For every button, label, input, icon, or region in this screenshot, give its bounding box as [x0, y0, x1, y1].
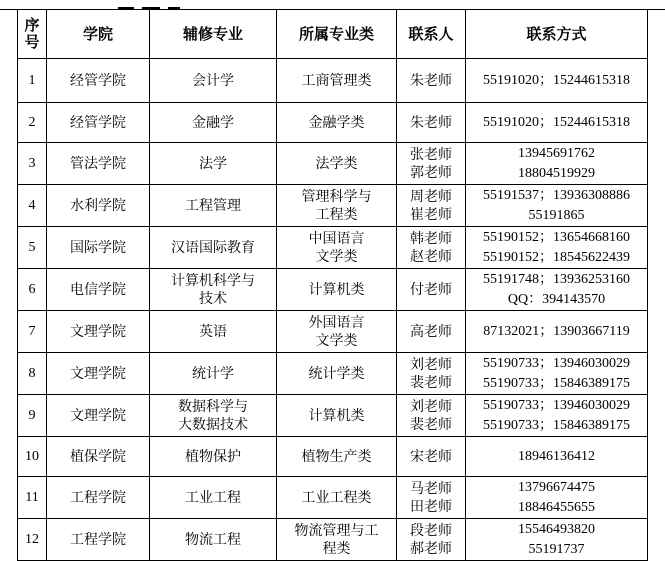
minor-cell-line: 植物保护 [185, 448, 241, 465]
minor-cell [150, 353, 277, 395]
minor-cell-line: 会计学 [192, 72, 234, 89]
category-cell-line: 文学类 [315, 248, 358, 265]
phone-cell-line: 55190152；13654668160 [483, 229, 630, 245]
row-number-line: 1 [28, 72, 36, 88]
contact-cell [397, 103, 466, 143]
table-row [18, 395, 648, 437]
category-cell-line: 法学类 [315, 155, 358, 172]
phone-cell-line: 55190733；15846389175 [483, 375, 630, 391]
row-number [18, 269, 47, 311]
row-number [18, 437, 47, 477]
college-cell [47, 227, 150, 269]
table-row [18, 185, 648, 227]
contact-cell-line: 韩老师 [410, 230, 452, 247]
phone-cell-line: 55191865 [528, 207, 585, 223]
phone-cell-line: 87132021；13903667119 [483, 323, 630, 339]
college-cell [47, 103, 150, 143]
category-cell-line: 工程类 [315, 206, 358, 223]
header-category: 所属专业类 [277, 10, 397, 59]
category-cell [277, 269, 397, 311]
college-cell [47, 185, 150, 227]
phone-cell-line: 18946136412 [518, 448, 595, 464]
contact-cell-line: 郭老师 [410, 164, 452, 181]
contact-cell-line: 裴老师 [410, 416, 452, 433]
college-cell-line: 管法学院 [70, 155, 126, 172]
header-row [18, 10, 648, 59]
contact-cell-line: 刘老师 [410, 356, 452, 373]
row-number [18, 311, 47, 353]
minor-cell-line: 大数据技术 [178, 416, 248, 433]
header-contact: 联系人 [397, 10, 466, 59]
category-cell-line: 统计学类 [308, 365, 365, 382]
college-cell [47, 269, 150, 311]
phone-cell-line: QQ：394143570 [507, 291, 606, 307]
minor-cell-line: 物流工程 [185, 531, 241, 548]
category-cell-line: 工业工程类 [301, 489, 372, 506]
contact-cell-line: 高老师 [410, 323, 452, 340]
phone-cell [466, 185, 648, 227]
header-minor: 辅修专业 [150, 10, 277, 59]
row-number [18, 143, 47, 185]
row-number [18, 519, 47, 561]
contact-cell [397, 519, 466, 561]
college-cell [47, 477, 150, 519]
college-cell [47, 395, 150, 437]
college-cell [47, 437, 150, 477]
minor-cell [150, 395, 277, 437]
contact-cell [397, 143, 466, 185]
contact-cell-line: 田老师 [410, 498, 452, 515]
table-row [18, 143, 648, 185]
minor-cell-line: 统计学 [192, 365, 234, 382]
category-cell [277, 103, 397, 143]
college-cell [47, 353, 150, 395]
row-number-line: 9 [28, 407, 36, 423]
table-row [18, 227, 648, 269]
row-number-line: 12 [25, 531, 39, 547]
college-cell-line: 国际学院 [70, 239, 126, 256]
row-number [18, 227, 47, 269]
category-cell [277, 395, 397, 437]
contact-cell-line: 崔老师 [410, 206, 452, 223]
phone-cell [466, 437, 648, 477]
phone-cell-line: 55191748；13936253160 [483, 271, 630, 287]
table-row [18, 269, 648, 311]
table-row [18, 353, 648, 395]
category-cell-line: 外国语言 [308, 314, 365, 331]
phone-cell [466, 103, 648, 143]
category-cell [277, 437, 397, 477]
contact-cell-line: 郝老师 [410, 540, 452, 557]
row-number-line: 4 [28, 197, 36, 213]
college-cell-line: 文理学院 [70, 323, 126, 340]
minor-cell-line: 数据科学与 [178, 398, 248, 415]
college-cell-line: 经管学院 [70, 114, 126, 131]
phone-cell [466, 395, 648, 437]
minor-cell-line: 汉语国际教育 [171, 239, 255, 256]
contact-cell-line: 宋老师 [410, 448, 452, 465]
college-cell-line: 电信学院 [70, 281, 126, 298]
table-row [18, 477, 648, 519]
minor-cell-line: 法学 [199, 155, 227, 172]
header-no: 序 号 [18, 10, 47, 59]
minor-programs-table [17, 9, 648, 561]
minor-cell [150, 437, 277, 477]
phone-cell-line: 13796674475 [518, 479, 595, 495]
contact-cell-line: 段老师 [410, 522, 452, 539]
table-row [18, 103, 648, 143]
row-number [18, 395, 47, 437]
row-number [18, 477, 47, 519]
contact-cell [397, 185, 466, 227]
table-row [18, 59, 648, 103]
category-cell [277, 353, 397, 395]
phone-cell [466, 519, 648, 561]
phone-cell-line: 18804519929 [518, 165, 595, 181]
phone-cell [466, 353, 648, 395]
contact-cell-line: 赵老师 [410, 248, 452, 265]
category-cell-line: 程类 [322, 540, 351, 557]
college-cell [47, 143, 150, 185]
header-college: 学院 [47, 10, 150, 59]
category-cell-line: 植物生产类 [301, 448, 372, 465]
phone-cell-line: 55190733；15846389175 [483, 417, 630, 433]
category-cell [277, 143, 397, 185]
phone-cell-line: 55191537；13936308886 [483, 187, 630, 203]
phone-cell [466, 227, 648, 269]
college-cell [47, 59, 150, 103]
phone-cell-line: 18846455655 [518, 499, 595, 515]
category-cell-line: 文学类 [315, 332, 358, 349]
row-number [18, 185, 47, 227]
college-cell-line: 水利学院 [70, 197, 126, 214]
college-cell [47, 311, 150, 353]
row-number-line: 6 [28, 281, 36, 297]
row-number-line: 3 [28, 155, 36, 171]
contact-cell [397, 395, 466, 437]
phone-cell-line: 55190733；13946030029 [483, 397, 630, 413]
minor-cell [150, 477, 277, 519]
phone-cell-line: 55190152；18545622439 [483, 249, 630, 265]
contact-cell [397, 227, 466, 269]
table-row [18, 311, 648, 353]
category-cell-line: 工商管理类 [301, 72, 372, 89]
minor-cell [150, 311, 277, 353]
phone-cell-line: 15546493820 [518, 521, 595, 537]
phone-cell [466, 269, 648, 311]
contact-cell-line: 刘老师 [410, 398, 452, 415]
category-cell-line: 管理科学与 [301, 188, 372, 205]
phone-cell [466, 59, 648, 103]
contact-cell-line: 朱老师 [410, 114, 452, 131]
table-row [18, 437, 648, 477]
contact-cell [397, 59, 466, 103]
phone-cell-line: 55191020；15244615318 [483, 72, 630, 88]
row-number-line: 11 [25, 489, 39, 505]
contact-cell [397, 311, 466, 353]
row-number-line: 5 [28, 239, 36, 255]
header-phone: 联系方式 [466, 10, 648, 59]
minor-cell [150, 519, 277, 561]
college-cell [47, 519, 150, 561]
phone-cell-line: 13945691762 [518, 145, 595, 161]
row-number [18, 59, 47, 103]
phone-cell [466, 311, 648, 353]
row-number-line: 2 [28, 114, 36, 130]
college-cell-line: 植保学院 [70, 448, 126, 465]
contact-cell-line: 裴老师 [410, 374, 452, 391]
row-number-line: 8 [28, 365, 36, 381]
minor-cell-line: 英语 [199, 323, 227, 340]
row-number-line: 7 [28, 323, 36, 339]
minor-cell-line: 工业工程 [185, 489, 241, 506]
contact-cell [397, 269, 466, 311]
minor-cell [150, 59, 277, 103]
row-number [18, 353, 47, 395]
phone-cell-line: 55190733；13946030029 [483, 355, 630, 371]
category-cell-line: 中国语言 [308, 230, 365, 247]
minor-cell-line: 技术 [199, 290, 227, 307]
category-cell-line: 物流管理与工 [294, 522, 379, 539]
minor-cell-line: 工程管理 [185, 197, 241, 214]
category-cell [277, 477, 397, 519]
contact-cell-line: 周老师 [410, 188, 452, 205]
contact-cell-line: 付老师 [410, 281, 452, 298]
college-cell-line: 工程学院 [70, 531, 126, 548]
phone-cell-line: 55191737 [528, 541, 585, 557]
college-cell-line: 工程学院 [70, 489, 126, 506]
college-cell-line: 经管学院 [70, 72, 126, 89]
contact-cell [397, 477, 466, 519]
table-row [18, 519, 648, 561]
minor-cell [150, 143, 277, 185]
category-cell [277, 311, 397, 353]
phone-cell [466, 477, 648, 519]
category-cell [277, 59, 397, 103]
minor-cell-line: 计算机科学与 [171, 272, 255, 289]
row-number-line: 10 [25, 448, 39, 464]
phone-cell [466, 143, 648, 185]
contact-cell [397, 437, 466, 477]
minor-cell [150, 227, 277, 269]
college-cell-line: 文理学院 [70, 365, 126, 382]
category-cell [277, 227, 397, 269]
minor-cell [150, 185, 277, 227]
category-cell-line: 计算机类 [308, 281, 365, 298]
minor-cell-line: 金融学 [192, 114, 234, 131]
category-cell-line: 金融学类 [308, 114, 365, 131]
college-cell-line: 文理学院 [70, 407, 126, 424]
contact-cell-line: 马老师 [410, 480, 452, 497]
contact-cell-line: 朱老师 [410, 72, 452, 89]
contact-cell-line: 张老师 [410, 146, 452, 163]
category-cell-line: 计算机类 [308, 407, 365, 424]
phone-cell-line: 55191020；15244615318 [483, 114, 630, 130]
minor-cell [150, 269, 277, 311]
row-number [18, 103, 47, 143]
category-cell [277, 185, 397, 227]
minor-cell [150, 103, 277, 143]
contact-cell [397, 353, 466, 395]
category-cell [277, 519, 397, 561]
